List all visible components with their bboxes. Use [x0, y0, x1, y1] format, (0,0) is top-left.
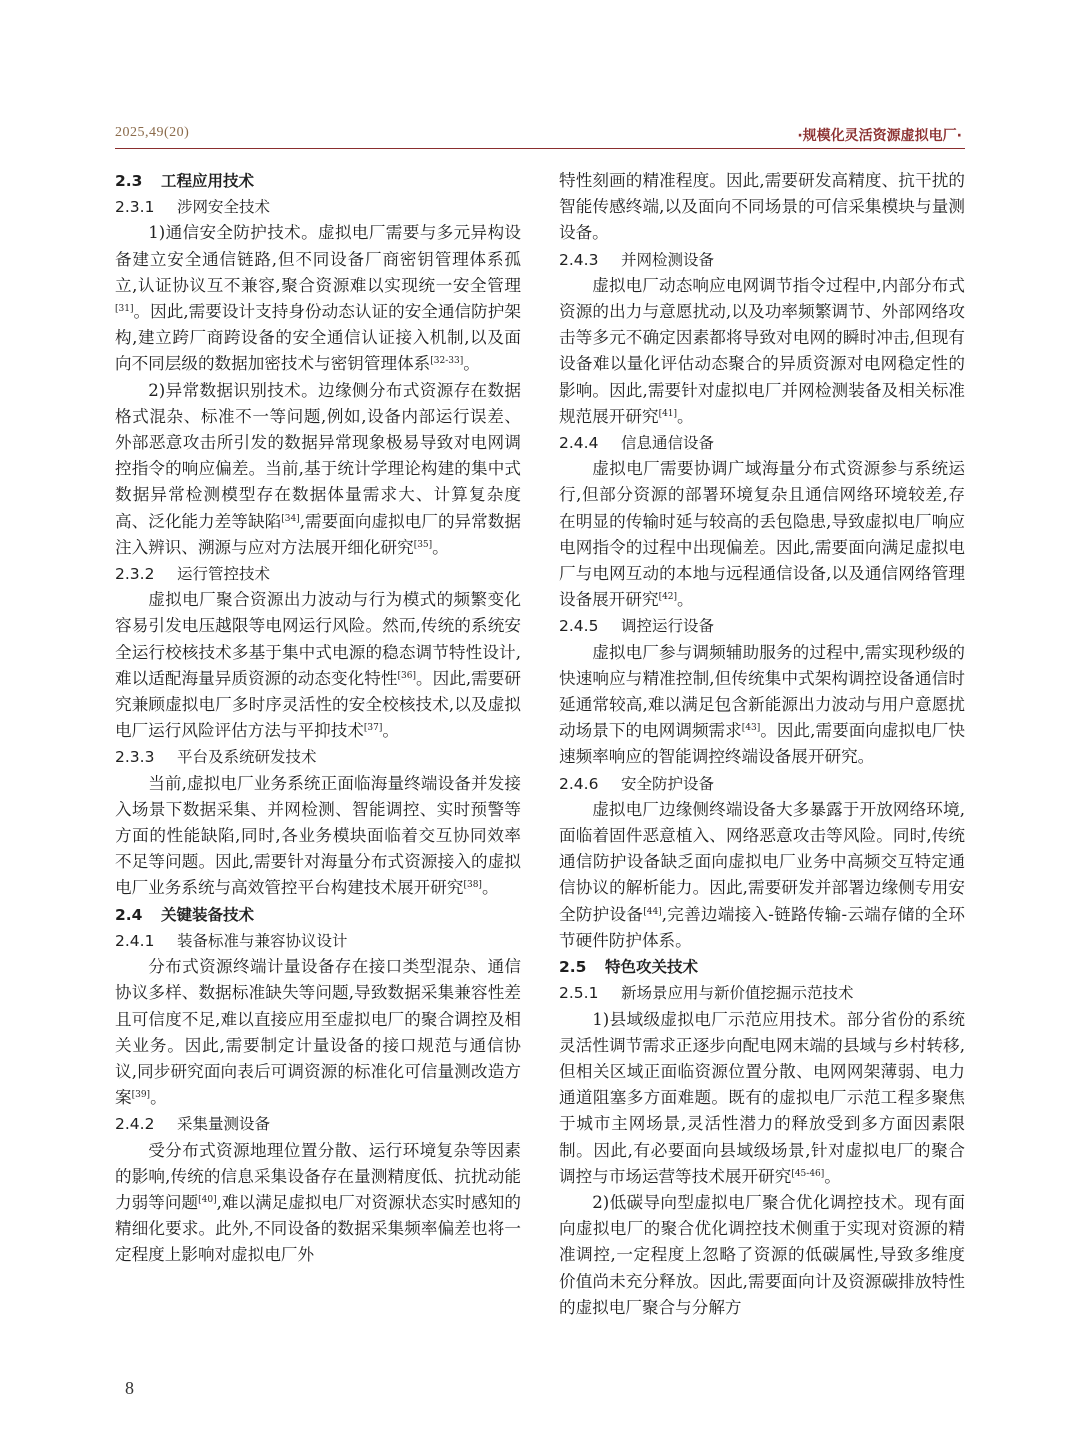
citation: [31]: [115, 304, 134, 315]
paragraph-continued: 特性刻画的精准程度。因此,需要研发高精度、抗干扰的智能传感终端,以及面向不同场景的可信采集模块与量测设备。: [559, 171, 965, 243]
section-heading-2-3-2: 2.3.2 运行管控技术: [115, 565, 271, 584]
section-heading-2-5: 2.5 特色攻关技术: [559, 958, 699, 977]
citation: [36]: [397, 670, 416, 681]
citation: [45-46]: [791, 1168, 825, 1179]
paragraph: 当前,虚拟电厂业务系统正面临海量终端设备并发接入场景下数据采集、并网检测、智能调控、实时预警等方面的性能缺陷,同时,各业务模块面临着交互协同效率不足等问题。因此,需要针对海量分布式资源接入的虚拟电厂业务系统与高效管控平台构建技术展开研究[38]。: [115, 773, 521, 898]
section-heading-2-3-3: 2.3.3 平台及系统研发技术: [115, 748, 317, 767]
citation: [44]: [643, 906, 662, 917]
citation: [32-33]: [430, 356, 464, 367]
paragraph: 虚拟电厂聚合资源出力波动与行为模式的频繁变化容易引发电压越限等电网运行风险。然而,传统的系统安全运行校核技术多基于集中式电源的稳态调节特性设计,难以适配海量异质资源的动态变化特性[36]。因此,需要研究兼顾虚拟电厂多时序灵活性的安全校核技术,以及虚拟电厂运行风险评估方法与平抑技术[37]。: [115, 590, 522, 741]
journal-column-title: ·规模化灵活资源虚拟电厂·: [797, 128, 962, 144]
citation: [35]: [413, 539, 433, 550]
paragraph: 分布式资源终端计量设备存在接口类型混杂、通信协议多样、数据标准缺失等问题,导致数据采集兼容性差且可信度不足,难以直接应用至虚拟电厂的聚合调控及相关业务。因此,需要制定计量设备的接口规范与通信协议,同步研究面向表后可调资源的标准化可信量测改造方案[39]。: [115, 957, 521, 1108]
section-heading-2-4-2: 2.4.2 采集量测设备: [115, 1115, 271, 1134]
paragraph: 虚拟电厂需要协调广域海量分布式资源参与系统运行,但部分资源的部署环境复杂且通信网络环境较差,存在明显的传输时延与较高的丢包隐患,导致虚拟电厂响应电网指令的过程中出现偏差。因此,需要面向满足虚拟电厂与电网互动的本地与远程通信设备,以及通信网络管理设备展开研究[42]。: [559, 459, 965, 610]
paragraph: 虚拟电厂动态响应电网调节指令过程中,内部分布式资源的出力与意愿扰动,以及功率频繁调节、外部网络攻击等多元不确定因素都将导致对电网的瞬时冲击,但现有设备难以量化评估动态聚合的异质资源对电网稳定性的影响。因此,需要针对虚拟电厂并网检测装备及相关标准规范展开研究[41]。: [559, 275, 965, 426]
page-number: 8: [125, 1378, 134, 1398]
header-divider: [115, 148, 965, 149]
section-heading-2-4-1: 2.4.1 装备标准与兼容协议设计: [115, 931, 348, 950]
paragraph: 1)县域级虚拟电厂示范应用技术。部分省份的系统灵活性调节需求正逐步向配电网末端的县域与乡村转移,但相关区域正面临资源位置分散、电网网架薄弱、电力通道阻塞多方面难题。既有的虚拟电厂示范工程多聚焦于城市主网场景,灵活性潜力的释放受到多方面因素限制。因此,有必要面向县域级场景,针对虚拟电厂的聚合调控与市场运营等技术展开研究[45-46]。: [559, 1009, 965, 1186]
section-heading-2-3-1: 2.3.1 涉网安全技术: [115, 198, 271, 217]
section-heading-2-4-6: 2.4.6 安全防护设备: [559, 774, 715, 793]
section-heading-2-4-3: 2.4.3 并网检测设备: [559, 250, 715, 269]
section-heading-2-4: 2.4 关键装备技术: [115, 905, 255, 924]
paragraph: 2)低碳导向型虚拟电厂聚合优化调控技术。现有面向虚拟电厂的聚合优化调控技术侧重于实现对资源的精准调控,一定程度上忽略了资源的低碳属性,导致多维度价值尚未充分释放。因此,需要面向计及资源碳排放特性的虚拟电厂聚合与分解方: [559, 1192, 965, 1317]
section-heading-2-3: 2.3 工程应用技术: [115, 172, 255, 190]
paragraph: 2)异常数据识别技术。边缘侧分布式资源存在数据格式混杂、标准不一等问题,例如,设备内部运行误差、外部恶意攻击所引发的数据异常现象极易导致对电网调控指令的响应偏差。当前,基于统计学理论构建的集中式数据异常检测模型存在数据体量需求大、计算复杂度高、泛化能力差等缺陷[34],需要面向虚拟电厂的异常数据注入辨识、溯源与应对方法展开细化研究[35]。: [115, 380, 522, 557]
paragraph: 1)通信安全防护技术。虚拟电厂需要与多元异构设备建立安全通信链路,但不同设备厂商密钥管理体系孤立,认证协议互不兼容,聚合资源难以实现统一安全管理[31]。因此,需要设计支持身份动态认证的安全通信防护架构,建立跨厂商跨设备的安全通信认证接入机制,以及面向不同层级的数据加密技术与密钥管理体系[32-33]。: [115, 223, 521, 374]
citation: [37]: [363, 723, 383, 734]
left-column: [115, 168, 521, 1269]
section-heading-2-5-1: 2.5.1 新场景应用与新价值挖掘示范技术: [559, 984, 854, 1003]
citation: [38]: [463, 880, 482, 891]
paragraph: 受分布式资源地理位置分散、运行环境复杂等因素的影响,传统的信息采集设备存在量测精度低、抗扰动能力弱等问题[40],难以满足虚拟电厂对资源状态实时感知的精细化要求。此外,不同设备的数据采集频率偏差也将一定程度上影响对虚拟电厂外: [115, 1140, 522, 1265]
journal-issue: 2025,49(20): [115, 125, 190, 140]
section-heading-2-4-4: 2.4.4 信息通信设备: [559, 434, 715, 453]
paragraph: 虚拟电厂边缘侧终端设备大多暴露于开放网络环境,面临着固件恶意植入、网络恶意攻击等风险。同时,传统通信防护设备缺乏面向虚拟电厂业务中高频交互特定通信协议的解析能力。因此,需要研发并部署边缘侧专用安全防护设备[44],完善边端接入-链路传输-云端存储的全环节硬件防护体系。: [559, 799, 965, 950]
section-heading-2-4-5: 2.4.5 调控运行设备: [559, 617, 715, 636]
citation: [34]: [281, 513, 300, 524]
right-column: [559, 168, 965, 1321]
citation: [41]: [658, 408, 678, 419]
paragraph: 虚拟电厂参与调频辅助服务的过程中,需实现秒级的快速响应与精准控制,但传统集中式架构调控设备通信时延通常较高,难以满足包含新能源出力波动与用户意愿扰动场景下的电网调频需求[43]。因此,需要面向虚拟电厂快速频率响应的智能调控终端设备展开研究。: [559, 642, 965, 767]
citation: [43]: [741, 723, 761, 734]
citation: [42]: [658, 592, 678, 603]
citation: [40]: [198, 1194, 217, 1205]
citation: [39]: [131, 1090, 151, 1101]
